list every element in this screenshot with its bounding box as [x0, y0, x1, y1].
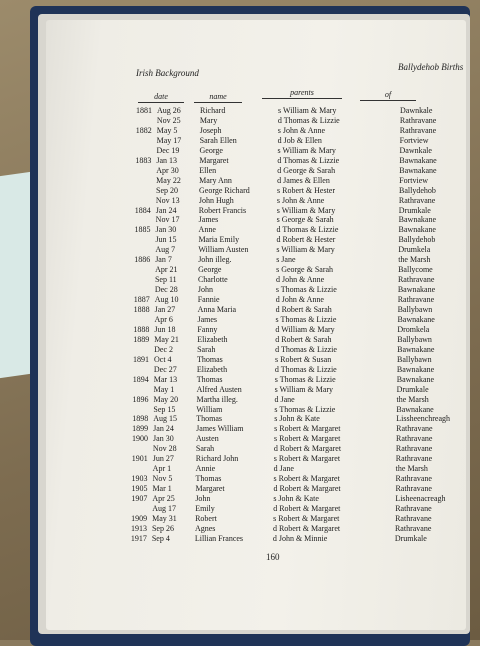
- record-row: [127, 355, 480, 365]
- record-parents: s William & Mary: [278, 106, 337, 115]
- record-parents: s Robert & Susan: [275, 354, 332, 364]
- record-place: Bawnakane: [397, 285, 436, 295]
- record-row: [128, 235, 480, 245]
- record-year: 1896: [132, 394, 149, 404]
- record-row: [126, 434, 480, 444]
- record-name: William: [196, 404, 223, 414]
- record-row: [126, 464, 480, 474]
- record-row: [125, 504, 480, 514]
- running-head-right: Ballydehob Births: [398, 62, 464, 72]
- record-place: Ballybawn: [397, 305, 433, 314]
- record-day: Nov 13: [155, 195, 180, 205]
- record-place: Rathravane: [394, 523, 432, 533]
- record-place: Bawnakane: [398, 215, 436, 225]
- record-name: Robert: [195, 513, 217, 523]
- record-row: [126, 474, 480, 484]
- record-row: [126, 405, 480, 415]
- record-row: [130, 116, 480, 126]
- record-day: Dec 19: [156, 145, 180, 155]
- record-row: [125, 524, 480, 534]
- record-name: George: [198, 265, 222, 275]
- record-year: 1894: [132, 374, 149, 384]
- record-row: [126, 424, 480, 434]
- record-parents: s Robert & Margaret: [273, 474, 340, 484]
- record-row: [127, 365, 480, 375]
- record-place: Fortview: [399, 175, 429, 185]
- record-place: Rathravane: [399, 115, 437, 125]
- record-day: Apr 25: [152, 494, 175, 504]
- record-year: 1907: [131, 494, 148, 504]
- record-name: Mary Ann: [199, 175, 232, 185]
- record-parents: s George & Sarah: [276, 215, 334, 225]
- record-row: [129, 225, 480, 235]
- record-parents: d John & Anne: [275, 275, 325, 285]
- record-parents: s Thomas & Lizzie: [274, 374, 336, 384]
- record-day: Aug 17: [152, 504, 176, 513]
- record-place: Bawnakane: [399, 165, 437, 175]
- record-day: Sep 20: [156, 185, 179, 195]
- record-row: [127, 345, 480, 355]
- record-name: Alfred Austen: [196, 384, 242, 394]
- record-row: [130, 126, 480, 136]
- record-day: Nov 17: [155, 215, 180, 225]
- column-header-date: date: [138, 92, 184, 103]
- record-row: [129, 166, 480, 176]
- record-name: Elizabeth: [197, 334, 228, 344]
- record-year: 1891: [133, 354, 149, 364]
- record-row: [125, 514, 480, 524]
- record-place: Rathravane: [396, 434, 433, 444]
- record-row: [129, 196, 480, 206]
- record-row: [126, 444, 480, 454]
- record-place: Lissheenchreagh: [396, 414, 451, 424]
- record-year: 1886: [134, 255, 151, 265]
- record-year: 1901: [131, 454, 148, 464]
- record-name: John illeg.: [198, 255, 232, 265]
- running-head-left: Irish Background: [136, 68, 199, 78]
- record-row: [130, 106, 480, 116]
- record-row: [128, 285, 480, 295]
- record-year: 1881: [136, 106, 152, 115]
- record-parents: s John & Kate: [274, 414, 320, 424]
- record-place: the Marsh: [395, 464, 428, 474]
- column-header-parents: parents: [262, 88, 342, 99]
- record-row: [127, 315, 480, 325]
- record-place: the Marsh: [398, 255, 431, 265]
- record-year: 1888: [133, 305, 150, 314]
- record-day: Apr 30: [156, 165, 179, 175]
- record-parents: d Robert & Sarah: [275, 334, 332, 344]
- record-day: Nov 28: [152, 444, 177, 454]
- record-place: Lisheenacreagh: [395, 494, 446, 504]
- record-place: Bawnakane: [396, 364, 435, 374]
- record-parents: s Robert & Margaret: [273, 454, 341, 464]
- record-parents: d Thomas & Lizzie: [275, 344, 337, 354]
- record-row: [127, 325, 480, 335]
- record-parents: d Robert & Margaret: [273, 484, 341, 494]
- record-day: Jan 30: [153, 434, 174, 444]
- record-day: Apr 21: [155, 265, 178, 275]
- record-day: Jan 7: [155, 255, 172, 265]
- record-parents: s William & Mary: [277, 145, 336, 155]
- record-day: Jun 15: [155, 235, 177, 245]
- record-year: 1887: [133, 295, 150, 305]
- record-row: [125, 534, 480, 544]
- record-parents: s John & Anne: [276, 195, 325, 205]
- record-row: [128, 255, 480, 265]
- record-row: [129, 206, 480, 216]
- record-place: Rathravane: [398, 195, 436, 205]
- record-parents: s Robert & Hester: [277, 185, 336, 195]
- record-name: Robert Francis: [198, 205, 247, 215]
- record-day: Nov 5: [152, 474, 173, 484]
- record-place: Ballycome: [398, 265, 433, 275]
- record-name: Maria Emily: [198, 235, 240, 245]
- record-day: Sep 11: [154, 275, 177, 285]
- record-name: Agnes: [194, 523, 216, 533]
- record-place: Rathravane: [395, 454, 433, 464]
- record-place: Ballybawn: [397, 354, 432, 364]
- record-parents: s John & Kate: [273, 494, 319, 504]
- record-day: Jan 30: [155, 225, 177, 235]
- record-parents: d Thomas & Lizzie: [276, 225, 339, 235]
- page-number: 160: [266, 552, 280, 562]
- column-header-of: of: [360, 90, 416, 101]
- record-day: May 20: [153, 394, 179, 404]
- record-name: James: [198, 215, 219, 225]
- record-row: [128, 305, 480, 315]
- record-place: the Marsh: [396, 394, 429, 404]
- record-parents: d Thomas & Lizzie: [277, 115, 340, 125]
- record-name: George: [199, 145, 223, 155]
- record-year: 1883: [135, 155, 152, 165]
- record-row: [129, 215, 480, 225]
- record-year: 1899: [132, 424, 149, 434]
- record-year: 1900: [132, 434, 149, 444]
- record-year: 1917: [130, 533, 147, 543]
- record-name: Thomas: [197, 354, 223, 364]
- record-day: Nov 25: [156, 115, 181, 125]
- record-name: John Hugh: [198, 195, 234, 205]
- record-row: [127, 385, 480, 395]
- record-name: Emily: [195, 504, 215, 513]
- record-place: Dawnkale: [400, 106, 433, 115]
- record-name: Elizabeth: [196, 364, 228, 374]
- record-place: Rathravane: [395, 474, 432, 484]
- record-row: [128, 275, 480, 285]
- record-parents: s Thomas & Lizzie: [274, 404, 336, 414]
- record-name: Anne: [198, 225, 216, 235]
- record-name: Richard John: [195, 454, 239, 464]
- record-year: 1884: [134, 205, 151, 215]
- record-name: Thomas: [195, 474, 222, 484]
- record-parents: d Thomas & Lizzie: [274, 364, 337, 374]
- record-name: Fanny: [197, 324, 218, 334]
- record-day: Mar 1: [152, 484, 172, 494]
- record-name: Thomas: [196, 374, 223, 384]
- record-parents: d Robert & Margaret: [272, 523, 341, 533]
- record-row: [127, 395, 480, 405]
- record-day: Jan 24: [155, 205, 177, 215]
- record-name: John: [195, 494, 211, 504]
- record-parents: d Robert & Margaret: [273, 444, 342, 454]
- record-parents: s William & Mary: [274, 384, 334, 394]
- record-day: May 1: [153, 384, 175, 394]
- record-day: Jan 24: [153, 424, 174, 434]
- record-day: May 5: [156, 125, 178, 135]
- record-year: 1905: [131, 484, 148, 494]
- record-place: Drumkale: [396, 384, 429, 394]
- record-day: May 31: [152, 513, 177, 523]
- record-row: [126, 414, 480, 424]
- record-place: Rathravane: [395, 513, 432, 523]
- record-parents: d James & Ellen: [277, 175, 330, 185]
- record-name: Martha illeg.: [196, 394, 238, 404]
- record-name: Joseph: [199, 125, 222, 135]
- record-place: Rathravane: [395, 444, 433, 454]
- record-name: John: [197, 285, 213, 295]
- record-parents: s Thomas & Lizzie: [275, 285, 337, 295]
- record-name: Anna Maria: [197, 305, 237, 314]
- record-year: 1903: [131, 474, 148, 484]
- record-name: Sarah: [197, 344, 216, 354]
- record-name: Austen: [196, 434, 219, 444]
- record-name: William Austen: [198, 245, 249, 255]
- record-day: Sep 15: [153, 404, 176, 414]
- record-name: Charlotte: [197, 275, 228, 285]
- record-name: Lillian Frances: [194, 533, 244, 543]
- record-place: Bawnakane: [397, 344, 435, 354]
- record-parents: s John & Anne: [277, 125, 326, 135]
- record-day: Jun 27: [152, 454, 174, 464]
- record-place: Rathravane: [397, 275, 435, 285]
- column-header-name: name: [194, 92, 242, 103]
- record-place: Bawnakane: [397, 314, 435, 324]
- record-name: Margaret: [195, 484, 225, 494]
- record-row: [128, 245, 480, 255]
- record-name: George Richard: [199, 185, 250, 195]
- record-name: Annie: [195, 464, 216, 474]
- record-place: Ballydehob: [398, 235, 436, 245]
- record-day: Dec 28: [154, 285, 178, 295]
- record-year: 1889: [133, 334, 150, 344]
- record-place: Dromkela: [397, 324, 430, 334]
- record-day: Sep 26: [151, 523, 174, 533]
- record-day: May 21: [154, 334, 179, 344]
- record-row: [129, 176, 480, 186]
- record-row: [127, 375, 480, 385]
- record-parents: s Jane: [276, 255, 296, 265]
- record-name: James William: [196, 424, 244, 434]
- record-place: Fortview: [399, 135, 429, 145]
- record-row: [126, 454, 480, 464]
- record-parents: d Robert & Hester: [276, 235, 336, 245]
- record-parents: d Robert & Margaret: [273, 504, 341, 513]
- record-name: James: [197, 314, 218, 324]
- record-place: Dawnkale: [399, 145, 432, 155]
- record-day: Mar 13: [153, 374, 178, 384]
- record-name: Margaret: [199, 155, 229, 165]
- record-day: May 17: [156, 135, 182, 145]
- record-name: Fannie: [197, 295, 220, 305]
- record-place: Bawnakane: [396, 374, 435, 384]
- record-row: [128, 265, 480, 275]
- record-year: 1909: [131, 513, 148, 523]
- record-day: Apr 1: [152, 464, 172, 474]
- record-parents: s William & Mary: [276, 245, 335, 255]
- record-parents: d Robert & Sarah: [275, 305, 332, 314]
- record-day: May 22: [156, 175, 181, 185]
- record-day: Aug 15: [153, 414, 178, 424]
- record-day: Jan 27: [154, 305, 176, 314]
- record-place: Rathravane: [395, 484, 432, 494]
- record-name: Thomas: [196, 414, 223, 424]
- record-row: [125, 494, 480, 504]
- record-place: Rathravane: [395, 504, 432, 513]
- record-parents: d Jane: [274, 394, 295, 404]
- record-day: Aug 26: [157, 106, 181, 115]
- record-place: Rathravane: [399, 125, 437, 135]
- record-parents: s Robert & Margaret: [274, 424, 341, 434]
- record-name: Richard: [200, 106, 226, 115]
- record-name: Mary: [199, 115, 218, 125]
- record-parents: s Robert & Margaret: [273, 513, 340, 523]
- record-year: 1913: [130, 523, 147, 533]
- record-parents: d John & Anne: [275, 295, 324, 305]
- record-day: Jan 13: [156, 155, 178, 165]
- record-parents: s George & Sarah: [276, 265, 334, 275]
- record-day: Dec 27: [153, 364, 177, 374]
- record-day: Aug 7: [155, 245, 176, 255]
- record-year: 1888: [133, 324, 150, 334]
- record-year: 1898: [132, 414, 149, 424]
- record-day: Apr 6: [154, 314, 173, 324]
- record-place: Ballybawn: [397, 334, 432, 344]
- record-row: [129, 156, 480, 166]
- record-parents: d Thomas & Lizzie: [277, 155, 340, 165]
- record-row: [130, 146, 480, 156]
- record-year: 1882: [135, 125, 152, 135]
- record-parents: s William & Mary: [276, 205, 336, 215]
- record-parents: s Robert & Margaret: [274, 434, 341, 444]
- record-row: [129, 186, 480, 196]
- record-row: [130, 136, 480, 146]
- record-parents: d Job & Ellen: [277, 135, 322, 145]
- record-place: Drumkela: [398, 245, 431, 255]
- record-place: Drumkale: [398, 205, 431, 215]
- record-name: Ellen: [199, 165, 217, 175]
- record-parents: d George & Sarah: [277, 165, 336, 175]
- record-parents: s Thomas & Lizzie: [275, 314, 337, 324]
- record-day: Oct 4: [154, 354, 172, 364]
- record-place: Drumkale: [394, 533, 427, 543]
- record-parents: d John & Minnie: [272, 533, 328, 543]
- record-parents: d William & Mary: [275, 324, 335, 334]
- record-day: Sep 4: [151, 533, 170, 543]
- record-day: Dec 2: [154, 344, 173, 354]
- record-parents: d Jane: [273, 464, 294, 474]
- record-place: Bawnakane: [396, 404, 434, 414]
- record-day: Aug 10: [154, 295, 179, 305]
- record-day: Jun 18: [154, 324, 176, 334]
- record-place: Bawnakane: [399, 155, 437, 165]
- record-place: Ballydehob: [399, 185, 436, 195]
- record-year: 1885: [134, 225, 151, 235]
- record-name: Sarah: [195, 444, 215, 454]
- record-name: Sarah Ellen: [199, 135, 237, 145]
- record-place: Rathravane: [396, 424, 433, 434]
- record-row: [128, 295, 480, 305]
- record-row: [127, 335, 480, 345]
- record-row: [125, 484, 480, 494]
- record-place: Bawnakane: [398, 225, 436, 235]
- record-place: Rathravane: [397, 295, 435, 305]
